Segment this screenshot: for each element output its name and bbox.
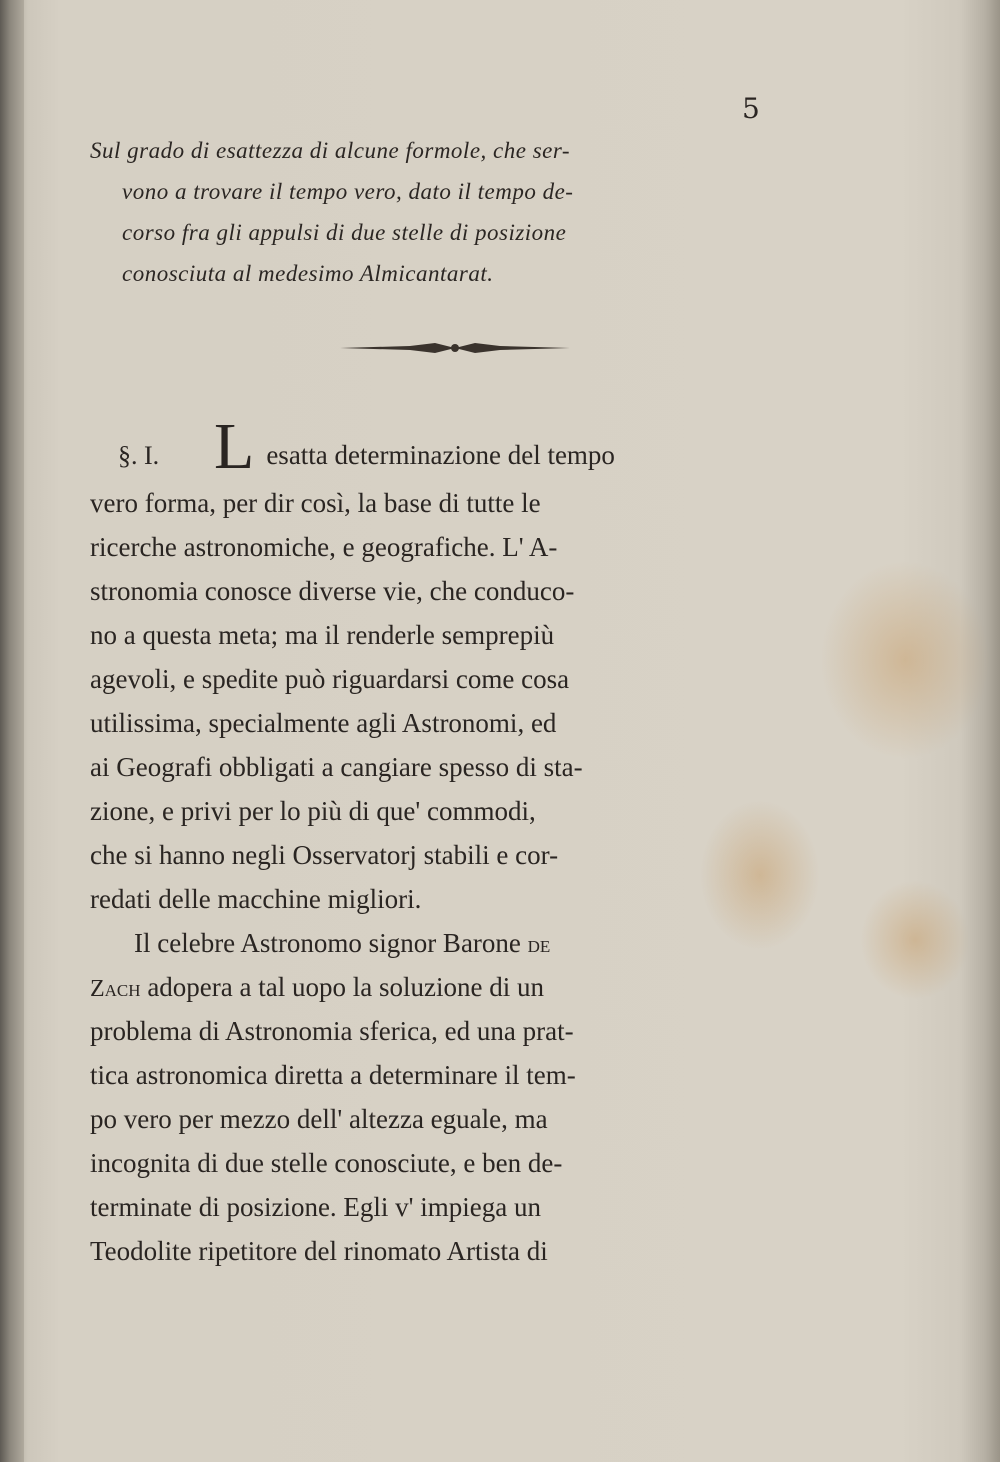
text-line: incognita di due stelle conosciute, e ben de- xyxy=(90,1148,563,1178)
body-text xyxy=(90,405,780,1273)
chapter-heading xyxy=(90,130,765,294)
text-line: agevoli, e spedite può riguardarsi come cosa xyxy=(90,664,570,694)
heading-line: Sul grado di esattezza di alcune formole, che ser- xyxy=(90,138,571,163)
text-line: problema di Astronomia sferica, ed una prat- xyxy=(90,1016,574,1046)
text-line: utilissima, specialmente agli Astronomi, ed xyxy=(90,708,557,738)
heading-line: vono a trovare il tempo vero, dato il tempo de- xyxy=(122,179,574,204)
text-line: vero forma, per dir così, la base di tutte le xyxy=(90,488,541,518)
text-line: stronomia conosce diverse vie, che conduco- xyxy=(90,576,575,606)
heading-line: conosciuta al medesimo Almicantarat. xyxy=(122,261,494,286)
text-span: adopera a tal uopo la soluzione di un xyxy=(140,972,544,1002)
text-line: Teodolite ripetitore del rinomato Artista di xyxy=(90,1236,548,1266)
foxing-stain xyxy=(820,560,990,760)
text-line: tica astronomica diretta a determinare il tem- xyxy=(90,1060,576,1090)
text-line: redati delle macchine migliori. xyxy=(90,884,422,914)
small-caps-name: Zach xyxy=(90,976,141,1002)
paragraph-first-line xyxy=(90,921,780,965)
page-number: 5 xyxy=(742,92,760,125)
text-line: che si hanno negli Osservatorj stabili e cor- xyxy=(90,840,559,870)
text-line: esatta determinazione del tempo xyxy=(266,440,615,470)
text-line: no a questa meta; ma il renderle semprepiù xyxy=(90,620,555,650)
binding-edge xyxy=(0,0,24,1462)
text-line: ai Geografi obbligati a cangiare spesso di sta- xyxy=(90,752,583,782)
text-line: po vero per mezzo dell' altezza eguale, ma xyxy=(90,1104,548,1134)
first-line xyxy=(90,405,780,481)
heading-line: corso fra gli appulsi di due stelle di posizione xyxy=(122,220,567,245)
section-number: §. I. xyxy=(118,441,160,470)
text-line: zione, e privi per lo più di que' commodi, xyxy=(90,796,536,826)
foxing-stain xyxy=(860,880,970,1000)
drop-cap: L xyxy=(214,410,255,483)
text-line xyxy=(90,965,780,1009)
text-line: terminate di posizione. Egli v' impiega un xyxy=(90,1192,542,1222)
text-span: Il celebre Astronomo signor Barone xyxy=(134,928,528,958)
text-line: ricerche astronomiche, e geografiche. L' A- xyxy=(90,532,558,562)
ornament-divider xyxy=(340,339,570,357)
small-caps-name: de xyxy=(527,932,551,958)
